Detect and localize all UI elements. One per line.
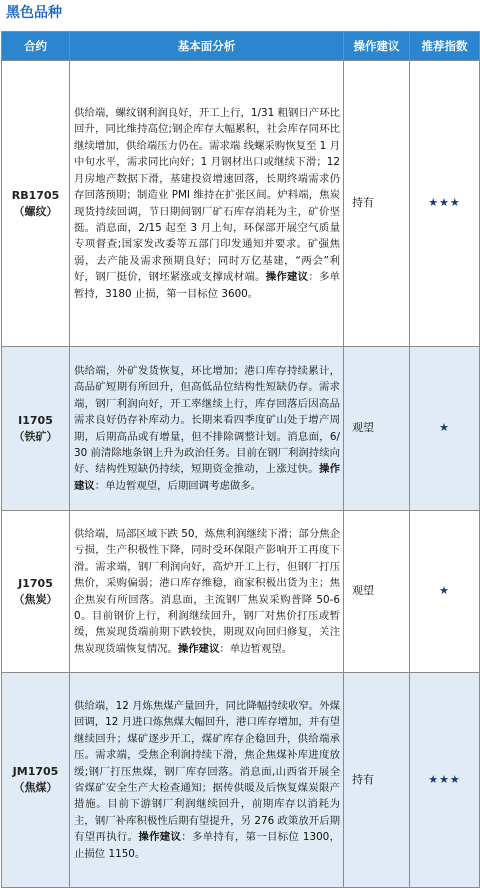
- analysis-cell: [70, 511, 344, 673]
- header-analysis: 基本面分析: [70, 32, 344, 61]
- analysis-cell: [70, 347, 344, 511]
- contract-code: I1705: [18, 413, 53, 427]
- section-title: 黑色品种: [6, 5, 62, 21]
- contract-name: （螺纹）: [13, 204, 58, 218]
- recommend-stars: ★: [410, 347, 480, 511]
- table-row-i1705: [2, 347, 480, 511]
- contract-code: RB1705: [11, 188, 60, 202]
- contract-code: J1705: [18, 576, 53, 590]
- contract-cell: [2, 61, 70, 347]
- analysis-text: 供给端，12 月炼焦煤产量回升，同比降幅持续收窄。外煤回调，12 月进口炼焦煤大幅回升，港口库存增加，并有望继续回升；煤矿逐步开工，煤矿库存企稳回升，供给端承压。需求端，受焦企利润持续下滑，焦企焦煤补库进度放缓;钢厂打压焦煤，钢厂库存回落。消息面,山西省开展全省煤矿安全生产大检查通知；据传供暖及后恢复煤炭限产措施。目前下游钢厂利润继续回升，前期库存以消耗为主，钢厂补库积极性后期有望提升，另 276 政策放开后期有望再执行。: [74, 699, 340, 844]
- advice-cell: 持有: [344, 61, 410, 347]
- contract-cell: [2, 673, 70, 888]
- advice-cell: 观望: [344, 511, 410, 673]
- advice-detail: ：多单持有，第一目标位 1300，止损位 1150。: [74, 831, 341, 860]
- advice-label: 操作建议: [138, 831, 182, 844]
- header-advice: 操作建议: [344, 32, 410, 61]
- table-row-j1705: [2, 511, 480, 673]
- table-row-rb1705: [2, 61, 480, 347]
- contract-cell: [2, 347, 70, 511]
- analysis-text: 供给端，外矿发货恢复，环比增加；港口库存持续累计，高品矿短期有所回升，但高低品位结构性短缺仍存。需求端，钢厂利润向好，开工率继续上行，库存回落后因高品需求良好仍存补库动力。长期来看四季度矿山处于增产周期，后期高品或有增量，但不排除调整计划。消息面，6/30 前清除地条钢上升为政治任务。目前在钢厂利润持续向好、结构性短缺仍持续，短期资金推动，上涨过快。: [74, 364, 340, 476]
- analysis-text: 供给端，局部区域下跌 50，炼焦利润继续下滑；部分焦企亏损，生产积极性下降，同时受环保限产影响开工再度下滑。需求端，钢厂利润向好，高炉开工上行，但钢厂打压焦价，采购偏弱；港口库存维稳，商家积极出货为主；焦企焦炭有所回落。消息面，主流钢厂焦炭采购普降 50-60。目前钢价上行，利润继续回升，钢厂对焦价打压或暂缓，焦炭现货端前期下跌较快，期现双向回归修复，关注焦炭现货端恢复情况。: [74, 527, 340, 655]
- contract-cell: [2, 511, 70, 673]
- contract-name: （焦煤）: [13, 781, 58, 794]
- analysis-cell: [70, 61, 344, 347]
- table-header-row: [2, 32, 480, 61]
- contract-name: （焦炭）: [13, 592, 58, 606]
- analysis-text: 供给端，螺纹钢利润良好，开工上行，1/31 粗钢日产环比回升，同比维持高位;钢企库存大幅累积，社会库存同环比继续增加，供给端压力仍在。需求端 线螺采购恢复至 1 月中旬水平，需求同比向好；1 月钢材出口或继续下滑；12 月房地产数据下滑，基建投资增速回落，长期终端需求仍存回落预期；制造业 PMI 维持在扩张区间。炉料端，焦炭现货持续回调，节日期间钢厂矿石库存消耗为主，矿价坚挺。消息面，2/15 起至 3 月上旬，环保部开展空气质量专项督查;国家发改委等五部门印发通知并要求。矿强焦弱，去产能及需求预期良好；同时万亿基建，“两会”利好，钢厂挺价，钢坯紧涨或支撑成材端。: [74, 107, 340, 284]
- advice-label: 操作建议: [74, 463, 341, 492]
- contract-name: （铁矿）: [13, 429, 58, 443]
- advice-label: 操作建议: [177, 642, 220, 655]
- header-index: 推荐指数: [410, 32, 480, 61]
- advice-cell: 观望: [344, 347, 410, 511]
- recommend-stars: ★: [410, 511, 480, 673]
- contract-code: JM1705: [12, 765, 59, 778]
- advice-detail: ：单边暂观望。: [219, 642, 293, 655]
- header-contract: 合约: [2, 32, 70, 61]
- advice-detail: ：单边暂观望，后期回调考虑做多。: [94, 479, 262, 492]
- advice-cell: 持有: [344, 673, 410, 888]
- recommend-stars: ★★★: [410, 61, 480, 347]
- recommend-stars: ★★★: [410, 673, 480, 888]
- table-row-jm1705: [2, 673, 480, 888]
- advice-label: 操作建议: [265, 271, 309, 284]
- advice-detail: ：多单暂持，3180 止损，第一目标位 3600。: [74, 271, 341, 300]
- analysis-table: [1, 31, 480, 888]
- analysis-cell: [70, 673, 344, 888]
